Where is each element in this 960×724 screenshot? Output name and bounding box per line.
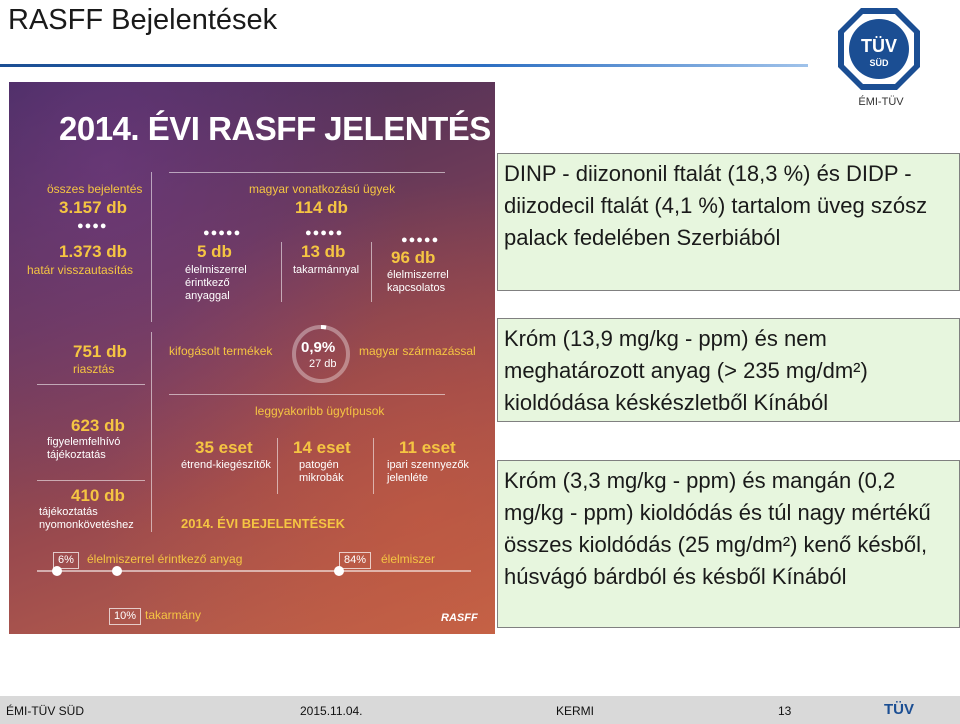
percent-sub: 27 db: [309, 358, 337, 370]
footer-logo: TÜV: [884, 701, 914, 718]
percent-value: 0,9%: [301, 339, 336, 356]
rasff-brand: RASFF: [441, 612, 478, 624]
alert-value: 751 db: [73, 342, 127, 361]
divider: [37, 480, 145, 481]
footer: [0, 696, 960, 724]
callout-text: Króm (13,9 mg/kg - ppm) és nem meghatározott anyag (> 235 mg/dm²) kioldódása késkészletből Kínából: [504, 326, 868, 415]
tuv-logo: [836, 6, 922, 92]
callout-box: [497, 460, 960, 628]
contact-label: élelmiszerrel érintkező anyaggal: [185, 264, 247, 302]
divider: [151, 332, 152, 532]
supplement-label: étrend-kiegészítők: [181, 459, 271, 471]
bar-contact-pct: 6%: [53, 552, 79, 569]
divider: [281, 242, 282, 302]
callout-text: Króm (3,3 mg/kg - ppm) és mangán (0,2 mg/kg - ppm) kioldódás és túl nagy mértékű összes kioldódás (25 mg/dm²) kenő késből, húsvágó bárdból és késből Kínából: [504, 468, 931, 589]
hungary-label: magyar vonatkozású ügyek: [249, 182, 396, 196]
rasff-infographic: [9, 82, 495, 634]
contact-value: 5 db: [197, 242, 232, 261]
divider: [169, 172, 445, 173]
divider: [373, 438, 374, 494]
hungary-value: 114 db: [295, 198, 348, 217]
reports-title: 2014. ÉVI BEJELENTÉSEK: [181, 516, 346, 531]
food-label: élelmiszerrel kapcsolatos: [387, 269, 449, 294]
feed-value: 13 db: [301, 242, 346, 261]
title-rule: [0, 64, 808, 67]
objected-label: kifogásolt termékek: [169, 344, 273, 358]
footer-page: 13: [778, 704, 792, 718]
pathogen-label: patogén mikrobák: [299, 459, 344, 484]
food-value: 96 db: [391, 248, 436, 267]
pathogen-value: 14 eset: [293, 438, 351, 457]
footer-org: ÉMI-TÜV SÜD: [6, 704, 84, 718]
info-value: 623 db: [71, 416, 125, 435]
infographic-title: 2014. ÉVI RASFF JELENTÉS: [59, 110, 491, 147]
dots-icon: ●●●●●: [401, 234, 440, 246]
bar-food-label: élelmiszer: [381, 552, 436, 566]
dots-icon: ●●●●●: [305, 227, 344, 239]
total-label: összes bejelentés: [47, 182, 143, 196]
callout-box: [497, 318, 960, 422]
feed-label: takarmánnyal: [293, 264, 360, 276]
info-label: figyelemfelhívó tájékoztatás: [47, 436, 121, 461]
industrial-value: 11 eset: [399, 438, 456, 457]
divider: [371, 242, 372, 302]
total-value: 3.157 db: [59, 198, 128, 217]
follow-value: 410 db: [71, 486, 125, 505]
logo-subtext: SÜD: [869, 58, 889, 68]
industrial-label: ipari szennyezők jelenléte: [387, 459, 469, 484]
logo-text: TÜV: [861, 36, 897, 56]
callout-text: DINP - diizononil ftalát (18,3 %) és DIDP - diizodecil ftalát (4,1 %) tartalom üveg szósz palack fedelében Szerbiából: [504, 161, 928, 250]
divider: [37, 384, 145, 385]
slide-title: RASFF Bejelentések: [8, 4, 278, 36]
bar-feed-pct: 10%: [109, 608, 141, 625]
border-value: 1.373 db: [59, 242, 128, 261]
dots-icon: ●●●●●: [203, 227, 242, 239]
footer-date: 2015.11.04.: [300, 704, 363, 718]
callout-box: [497, 153, 960, 291]
frequent-label: leggyakoribb ügytípusok: [255, 404, 385, 418]
divider: [151, 172, 152, 322]
border-label: határ visszautasítás: [27, 263, 134, 277]
follow-label: tájékoztatás nyomonkövetéshez: [39, 506, 134, 531]
dots-icon: ●●●●: [77, 220, 108, 232]
divider: [277, 438, 278, 494]
bar-contact-label: élelmiszerrel érintkező anyag: [87, 552, 243, 566]
footer-name: KERMI: [556, 704, 595, 718]
alert-label: riasztás: [73, 362, 115, 376]
origin-label: magyar származással: [359, 344, 476, 358]
bar-food-pct: 84%: [339, 552, 371, 569]
logo-caption: ÉMI-TÜV: [858, 96, 904, 108]
bar-feed-label: takarmány: [145, 608, 202, 622]
supplement-value: 35 eset: [195, 438, 253, 457]
divider: [169, 394, 445, 395]
